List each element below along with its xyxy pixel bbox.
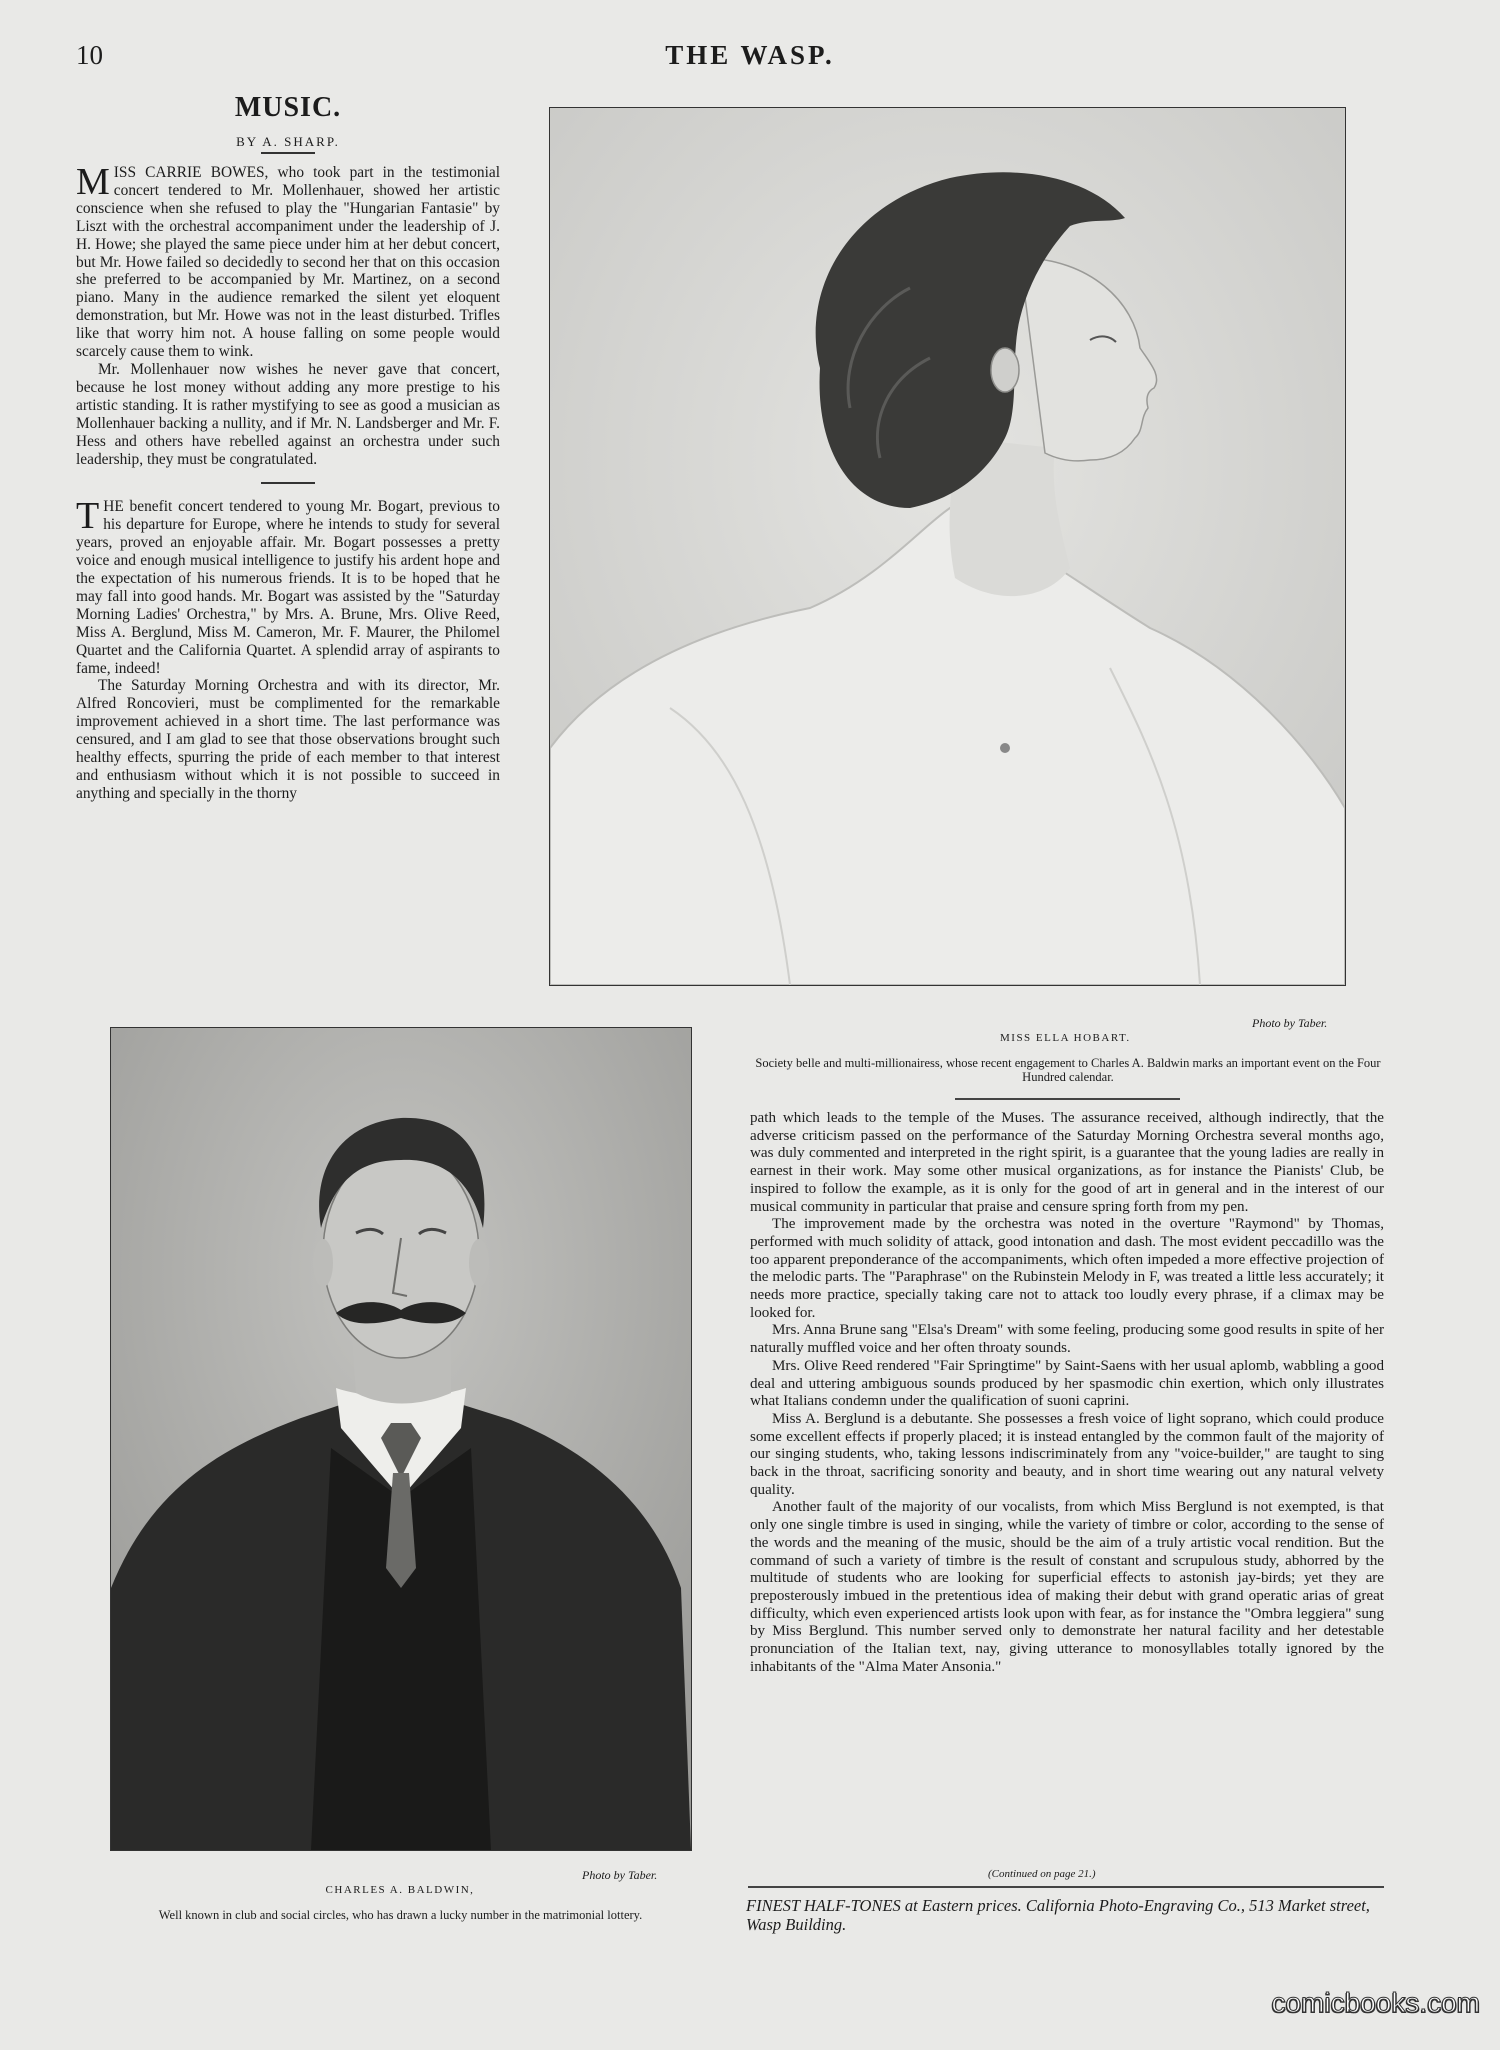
paragraph: The Saturday Morning Orchestra and with its director, Mr. Alfred Roncovieri, must be complimented for the remarkable improvement achieved in a short time. The last performance was censured, and I am glad to see that those observations brought such healthy effects, spurring the pride of each member to that interest and enthusiasm without which it is not possible to succeed in anything and specially in the thorny bbox=[76, 677, 500, 802]
advertisement: FINEST HALF-TONES at Eastern prices. California Photo-Engraving Co., 513 Market street, Wasp Building. bbox=[746, 1896, 1370, 1934]
caption-text: Well known in club and social circles, who has drawn a lucky number in the matrimonial lottery. bbox=[158, 1908, 643, 1922]
photo-credit: Photo by Taber. bbox=[1252, 1016, 1328, 1030]
byline-rule bbox=[261, 152, 315, 154]
watermark-logo: comicbooks.com bbox=[1271, 1987, 1480, 2018]
article-title: MUSIC. bbox=[234, 92, 342, 123]
paragraph: The improvement made by the orchestra was noted in the overture "Raymond" by Thomas, performed with much solidity of attack, good intonation and dash. The most evident peccadillo was the too apparent preponderance of the accompaniments, which often impeded a more effective projection of the melodic parts. The "Paraphrase" on the Rubinstein Melody in F, was treated a little less accurately; it needs more practice, specially taking care not to attack too loudly every phrase, if a climax may be looked for. bbox=[750, 1216, 1384, 1321]
paragraph: THE benefit concert tendered to young Mr. Bogart, previous to his departure for Europe, where he intends to study for several years, proved an enjoyable affair. Mr. Bogart possesses a pretty voice and enough musical intelligence to justify his ardent hope and the expectation of his numerous friends. It is to be hoped that he may fall into good hands. Mr. Bogart was assisted by the "Saturday Morning Ladies' Orchestra," by Mrs. A. Brune, Mrs. Olive Reed, Miss A. Berglund, Miss M. Cameron, Mr. F. Maurer, the Philomel Quartet and the California Quartet. A splendid array of aspirants to fame, indeed! bbox=[76, 495, 500, 677]
paragraph: Mrs. Anna Brune sang "Elsa's Dream" with some feeling, producing some good results in spite of her naturally muffled voice and her often throaty sounds. bbox=[750, 1322, 1384, 1357]
masthead: THE WASP. bbox=[665, 40, 835, 70]
article-left-column bbox=[76, 92, 500, 803]
portrait-illustration bbox=[111, 1028, 691, 1850]
paragraph: Miss A. Berglund is a debutante. She possesses a fresh voice of light soprano, which could produce some excellent effects if properly placed; it is instead entangled by the common fault of the majority of our singing students, who, taking lessons indiscriminately from any "voice-builder," are taught to sing back in the throat, sacrificing sonority and beauty, and in short time wearing out any natural velvety quality. bbox=[750, 1410, 1384, 1498]
caption-name: CHARLES A. BALDWIN, bbox=[325, 1884, 475, 1896]
portrait-charles-baldwin bbox=[110, 1027, 692, 1851]
paragraph: Mr. Mollenhauer now wishes he never gave that concert, because he lost money without adding any more prestige to his artistic standing. It is rather mystifying to see as good a musician as Mollenhauer backing a nullity, and if Mr. N. Landsberger and Mr. F. Hess and others have rebelled against an orchestra under such leadership, they must be congratulated. bbox=[76, 360, 500, 468]
caption-divider bbox=[955, 1098, 1180, 1100]
drop-cap: T bbox=[76, 495, 100, 538]
caption-name: MISS ELLA HOBART. bbox=[1000, 1032, 1131, 1044]
continued-note: (Continued on page 21.) bbox=[988, 1868, 1096, 1880]
paragraph: Another fault of the majority of our vocalists, from which Miss Berglund is not exempted, is that only one single timbre is used in singing, while the variety of timbre or color, according to the sense of the words and the meaning of the music, should be the aim of a truly artistic vocal rendition. But the command of such a variety of timbre is the result of constant and scrupulous study, abhorred by the multitude of students who are looking for superficial effects to astonish jay-birds; yet they are preposterously imbued in the pretentious idea of making their debut with grand operatic arias of great difficulty, which even experienced artists look upon with fear, as for instance the "Ombra leggiera" sung by Miss Berglund. This number served only to demonstrate her natural facility and her detestable pronunciation of the Italian text, nay, giving utterance to monosyllables totally ignored by the inhabitants of the "Alma Mater Ansonia." bbox=[750, 1499, 1384, 1675]
article-byline: BY A. SHARP. bbox=[236, 134, 340, 149]
paragraph: MISS CARRIE BOWES, who took part in the testimonial concert tendered to Mr. Mollenhauer, showed her artistic conscience when she refused to play the "Hungarian Fantasie" by Liszt with the orchestral accompaniment under the leadership of J. H. Howe; she played the same piece under him at her debut concert, but Mr. Howe failed so decidedly to second her that on this occasion she preferred to be accompanied by Mr. Martinez, on a second piano. Many in the audience remarked the silent yet eloquent demonstration, but Mr. Howe was not in the least disturbed. Trifles like that worry him not. A house falling on some people would scarcely cause them to wink. bbox=[76, 161, 500, 361]
paragraph: Mrs. Olive Reed rendered "Fair Springtime" by Saint-Saens with her usual aplomb, wabbling a good deal and uttering ambiguous sounds produced by her spasmodic chin exertion, which only illustrates what Italians condemn under the qualification of suoni caprini. bbox=[750, 1357, 1384, 1410]
article-right-column bbox=[750, 1110, 1384, 1677]
caption-text: Society belle and multi-millionairess, whose recent engagement to Charles A. Baldwin marks an important event on the Four Hundred calendar. bbox=[755, 1056, 1381, 1084]
drop-cap: M bbox=[76, 161, 110, 203]
ad-divider bbox=[748, 1886, 1384, 1888]
page-number: 10 bbox=[76, 40, 103, 70]
paragraph: path which leads to the temple of the Muses. The assurance received, although indirectly, that the adverse criticism passed on the performance of the Saturday Morning Orchestra several months ago, was duly commented and interpreted in the right spirit, is a guarantee that the young ladies are really in earnest in their work. May some other musical organizations, as for instance the Pianists' Club, be inspired to follow the example, as it is only for the good of art in general and in the interest of our musical community in particular that praise and censure spring forth from my pen. bbox=[750, 1110, 1384, 1215]
portrait-illustration bbox=[550, 108, 1345, 985]
portrait-ella-hobart bbox=[549, 107, 1346, 986]
section-divider bbox=[261, 482, 315, 484]
photo-credit: Photo by Taber. bbox=[582, 1868, 658, 1882]
